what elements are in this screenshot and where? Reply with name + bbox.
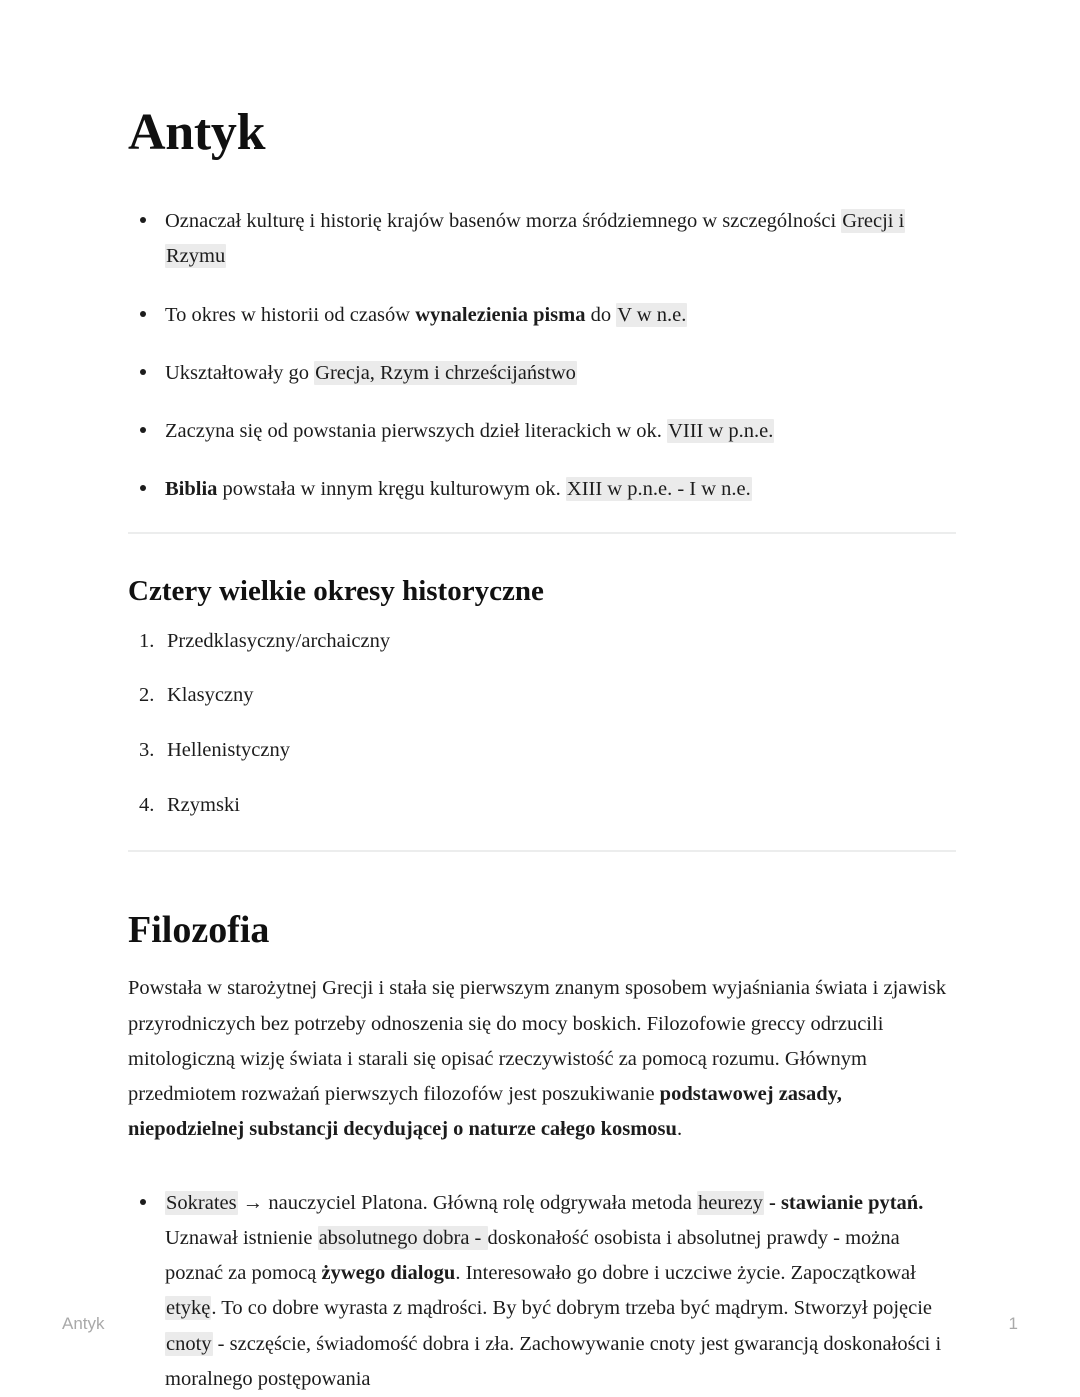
heading-filozofia: Filozofia	[128, 908, 270, 951]
text-run: . Interesowało go dobre i uczciwe życie. Zapoczątkował	[455, 1262, 916, 1285]
text-run: Powstała w starożytnej Grecji i stała się pierwszym znanym sposobem wyjaśniania świata i zjawisk przyrodniczych bez potrzeby odnoszenia się do mocy boskich. Filozofowie greccy odrzucili mitologiczną wizję świata i starali się opisać rzeczywistość za pomocą rozumu. Głównym przedmiotem rozważań pierwszych filozofów jest poszukiwanie	[128, 977, 947, 1106]
bold-text: Biblia	[165, 478, 218, 501]
highlighted-text: etykę	[166, 1297, 211, 1320]
okres-list-item-4: Rzymski	[167, 793, 240, 816]
highlighted-text: Grecji i Rzymu	[166, 210, 905, 268]
okres-list-item-1: Przedklasyczny/archaiczny	[167, 629, 391, 652]
text-run: - szczęście, świadomość dobra i zła. Zachowywanie cnoty jest gwarancją doskonałości i moralnego postępowania	[165, 1332, 942, 1390]
text-run: Ukształtowały go	[165, 361, 315, 384]
document-content	[128, 104, 956, 1397]
spacer	[128, 822, 956, 850]
heading-cztery-okresy: Cztery wielkie okresy historyczne	[128, 574, 544, 607]
highlighted-text: V w n.e.	[617, 303, 687, 326]
footer-document-name: Antyk	[62, 1314, 105, 1333]
highlighted-text: heurezy	[698, 1191, 763, 1214]
bold-text: żywego dialogu	[321, 1262, 456, 1285]
text-run: powstała w innym kręgu kulturowym ok.	[217, 478, 566, 501]
bullet-biblia	[128, 472, 956, 507]
text-run: do	[585, 303, 617, 326]
filozofia-paragraph	[128, 971, 956, 1147]
highlighted-text: Grecja, Rzym i chrześcijaństwo	[315, 361, 576, 384]
text-run: To okres w historii od czasów	[165, 303, 416, 326]
bullet-sokrates	[128, 1186, 956, 1397]
text-run: .	[676, 1118, 683, 1141]
okres-list-item-3: Hellenistyczny	[167, 739, 290, 762]
page-footer	[0, 1314, 1080, 1354]
bold-text: wynalezienia pisma	[415, 303, 586, 326]
spacer	[128, 534, 956, 574]
bold-text: - stawianie pytań.	[763, 1191, 924, 1214]
spacer	[128, 1148, 956, 1186]
footer-page-number: 1	[1008, 1314, 1018, 1333]
highlighted-text: Sokrates	[166, 1191, 237, 1214]
bullet-uksztaltowaly	[128, 356, 956, 391]
spacer	[128, 508, 956, 532]
okres-list-item-2: Klasyczny	[167, 684, 254, 707]
bullet-zaczyna-sie	[128, 414, 956, 449]
highlighted-text: XIII w p.n.e. - I w n.e.	[566, 478, 751, 501]
bullet-okres-historii	[128, 298, 956, 333]
filozofia-bullet-list	[128, 1186, 956, 1397]
bold-text: podstawowej zasady, niepodzielnej substancji decydującej o naturze całego kosmosu	[128, 1083, 842, 1141]
highlighted-text: VIII w p.n.e.	[668, 420, 774, 443]
intro-bullet-list	[128, 204, 956, 508]
text-run: Uznawał istnienie	[165, 1226, 318, 1249]
text-run: → nauczyciel Platona. Główną rolę odgrywała metoda	[237, 1191, 697, 1214]
spacer	[128, 852, 956, 908]
highlighted-text: absolutnego dobra -	[318, 1226, 487, 1249]
text-run: doskonałość osobista i absolutnej prawdy - można poznać za pomocą	[165, 1226, 900, 1285]
highlighted-text: cnoty	[166, 1332, 212, 1355]
okresy-numbered-list	[128, 625, 956, 822]
text-run: Oznaczał kulturę i historię krajów basenów morza śródziemnego w szczególności	[165, 210, 842, 233]
page-title: Antyk	[128, 104, 266, 161]
text-run: Zaczyna się od powstania pierwszych dzieł literackich w ok.	[165, 420, 668, 443]
text-run: . To co dobre wyrasta z mądrości. By być dobrym trzeba być mądrym. Stworzył pojęcie	[211, 1297, 933, 1320]
bullet-kultura-historia	[128, 204, 956, 275]
